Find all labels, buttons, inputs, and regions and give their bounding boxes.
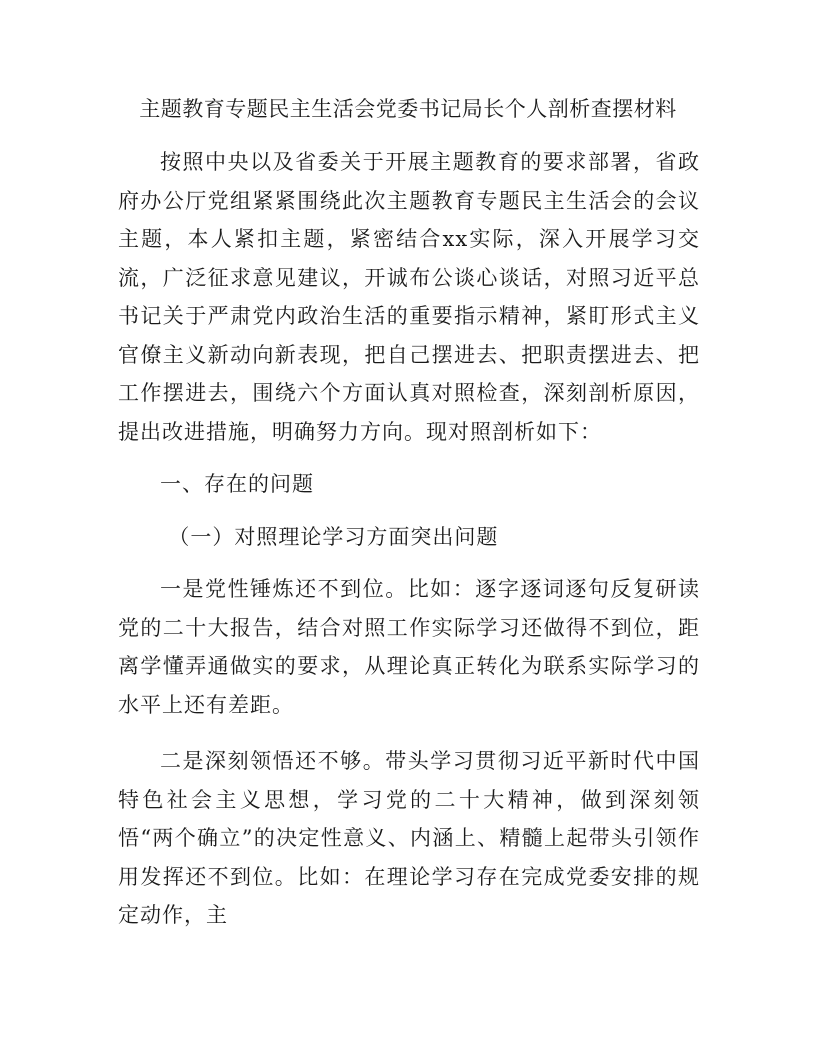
point-paragraph-2: 二是深刻领悟还不够。带头学习贯彻习近平新时代中国特色社会主义思想，学习党的二十大精神，做到深刻领悟“两个确立”的决定性意义、内涵上、精髓上起带头引领作用发挥还不到位。比如：在理论学习存在完成党委安排的规定动作，主 [118,749,700,927]
document-title: 主题教育专题民主生活会党委书记局长个人剖析查摆材料 [139,97,677,121]
intro-paragraph: 按照中央以及省委关于开展主题教育的要求部署，省政府办公厅党组紧紧围绕此次主题教育专题民主生活会的会议主题，本人紧扣主题，紧密结合xx实际，深入开展学习交流，广泛征求意见建议，开诚布公谈心谈话，对照习近平总书记关于严肃党内政治生活的重要指示精神，紧盯形式主义官僚主义新动向新表现，把自己摆进去、把职责摆进去、把工作摆进去，围绕六个方面认真对照检查，深刻剖析原因，提出改进措施，明确努力方向。现对照剖析如下： [118,150,700,444]
subsection-heading: （一）对照理论学习方面突出问题 [168,524,499,549]
section-heading: 一、存在的问题 [160,472,314,496]
point-paragraph-1: 一是党性锤炼还不到位。比如：逐字逐词逐句反复研读党的二十大报告，结合对照工作实际学习还做得不到位，距离学懂弄通做实的要求，从理论真正转化为联系实际学习的水平上还有差距。 [118,577,700,717]
document-body [118,143,700,935]
